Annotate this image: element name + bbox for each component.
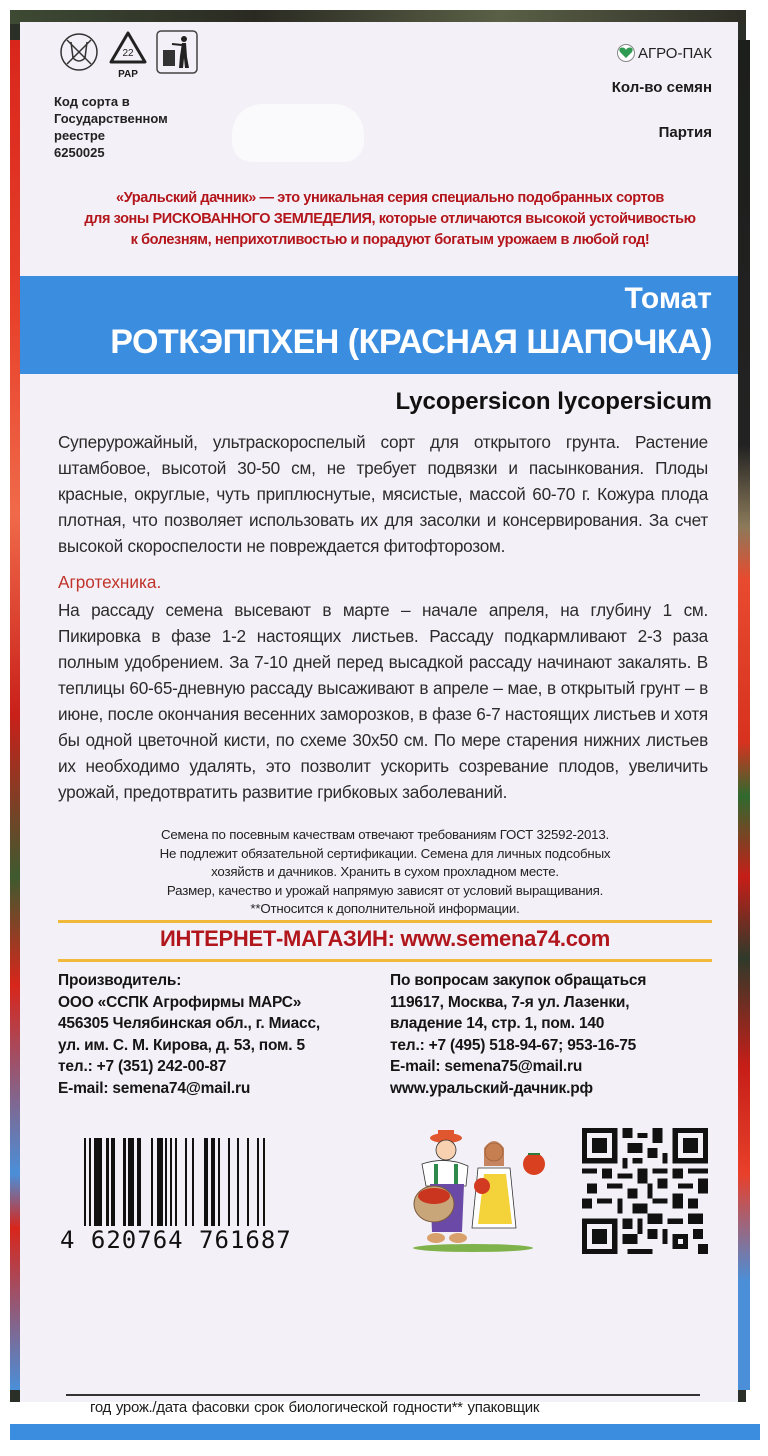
- note-line: хозяйств и дачников. Хранить в сухом прохладном месте.: [211, 864, 559, 879]
- recycle-icon: [108, 30, 148, 80]
- producer-address: ул. им. С. М. Кирова, д. 53, пом. 5: [58, 1036, 305, 1054]
- producer-info: [58, 970, 320, 1099]
- no-food-contact-icon: [58, 30, 100, 74]
- slogan-line: «Уральский дачник» — это уникальная серия специально подобранных сортов: [116, 190, 664, 206]
- batch-fields-labels: год урож./дата фасовки срок биологической годности** упаковщик: [90, 1399, 540, 1416]
- variety-description: Суперурожайный, ультраскороспелый сорт для открытого грунта. Растение штамбовое, высотой 30-50 см, не требует подвязки и пасынкования. Плоды красные, округлые, чуть приплюснутые, мясистые, массой 60-70 г. Кожура плода плотная, что позволяет использовать их для засолки и консервирования. За счет высокой скороспелости не повреждается фитофторозом.: [58, 432, 708, 556]
- variety-title: РОТКЭППХЕН (КРАСНАЯ ШАПОЧКА): [110, 323, 712, 361]
- agrotech-text: На рассаду семена высевают в марте – начале апреля, на глубину 1 см. Пикировка в фазе 1-2 настоящих листьев. Рассаду подкармливают 2-3 раза полным удобрением. За 7-10 дней перед высадкой рассаду начинают закалять. В теплицы 60-65-дневную рассаду высаживают в апреле – мае, в открытый грунт – в июне, после окончания весенних заморозков, в фазе 6-7 настоящих листьев и хотя бы одной цветочной кисти, по схеме 30x50 см. По мере старения нижних листьев их необходимо удалять, это позволит ускорить созревание плодов, увеличить урожай, предотвратить развитие грибковых заболеваний.: [58, 600, 708, 802]
- packaging-icons: [58, 30, 198, 80]
- registry-line: реестре: [54, 128, 105, 143]
- producer-company: ООО «ССПК Агрофирмы МАРС»: [58, 993, 302, 1011]
- fill-in-rule: [66, 1394, 700, 1396]
- registry-line: Государственном: [54, 111, 168, 126]
- slogan-line: к болезням, неприхотливостью и порадуют богатым урожаем в любой год!: [130, 232, 650, 248]
- certification-notes: [90, 826, 680, 919]
- bottom-blue-band: [10, 1424, 760, 1440]
- heart-icon: [617, 44, 635, 62]
- online-shop-link[interactable]: ИНТЕРНЕТ-МАГАЗИН: www.semena74.com: [159, 926, 611, 951]
- producer-address: 456305 Челябинская обл., г. Миасс,: [58, 1015, 320, 1032]
- producer-heading: Производитель:: [58, 972, 182, 989]
- barcode: [60, 1138, 300, 1254]
- recycle-code-label: PAP: [118, 69, 138, 80]
- note-line: Размер, качество и урожай напрямую зависят от условий выращивания.: [166, 882, 604, 898]
- purchasing-email[interactable]: E-mail: semena75@mail.ru: [390, 1058, 583, 1075]
- series-slogan: [40, 188, 740, 251]
- barcode-number: 4 620764 761687: [60, 1226, 292, 1254]
- registry-line: Код сорта в: [54, 94, 130, 109]
- purchasing-address: владение 14, стр. 1, пом. 140: [390, 1015, 605, 1032]
- gardeners-illustration: [398, 1124, 548, 1254]
- producer-phone: тел.: +7 (351) 242-00-87: [58, 1058, 227, 1075]
- litter-bin-icon: [156, 30, 198, 74]
- producer-email[interactable]: E-mail: semena74@mail.ru: [58, 1079, 251, 1097]
- agrotech-heading: Агротехника.: [58, 572, 162, 592]
- purchasing-website[interactable]: www.уральский-дачник.рф: [390, 1079, 593, 1097]
- note-line: Семена по посевным качествам отвечают требованиям ГОСТ 32592-2013.: [160, 827, 610, 842]
- hanger-cutout: [232, 104, 364, 162]
- qr-code[interactable]: [582, 1128, 708, 1254]
- purchasing-info: [390, 970, 646, 1099]
- purchasing-address: 119617, Москва, 7-я ул. Лазенки,: [390, 993, 630, 1011]
- registry-code: [54, 93, 168, 161]
- batch-label: Партия: [658, 124, 712, 141]
- note-line: Не подлежит обязательной сертификации. Семена для личных подсобных: [159, 845, 611, 861]
- barcode-bars: [84, 1138, 300, 1234]
- agro-pak-logo: [617, 44, 712, 62]
- purchasing-heading: По вопросам закупок обращаться: [390, 972, 647, 989]
- shop-divider-top: [58, 920, 712, 923]
- latin-name: Lycopersicon lycopersicum: [395, 388, 712, 415]
- shop-divider-bottom: [58, 959, 712, 962]
- brand-name: АГРО-ПАК: [638, 44, 712, 62]
- svg-text:22: 22: [122, 48, 134, 59]
- packet-left-edge: [10, 40, 20, 1390]
- note-line: **Относится к дополнительной информации.: [250, 901, 520, 916]
- crop-title: Томат: [624, 282, 712, 315]
- background: [0, 1440, 768, 1456]
- seed-count-label: Кол-во семян: [611, 79, 712, 96]
- registry-number: 6250025: [54, 145, 105, 160]
- purchasing-phone: тел.: +7 (495) 518-94-67; 953-16-75: [390, 1036, 637, 1054]
- slogan-line: для зоны РИСКОВАННОГО ЗЕМЛЕДЕЛИЯ, которые отличаются высокой устойчивостью: [84, 211, 696, 227]
